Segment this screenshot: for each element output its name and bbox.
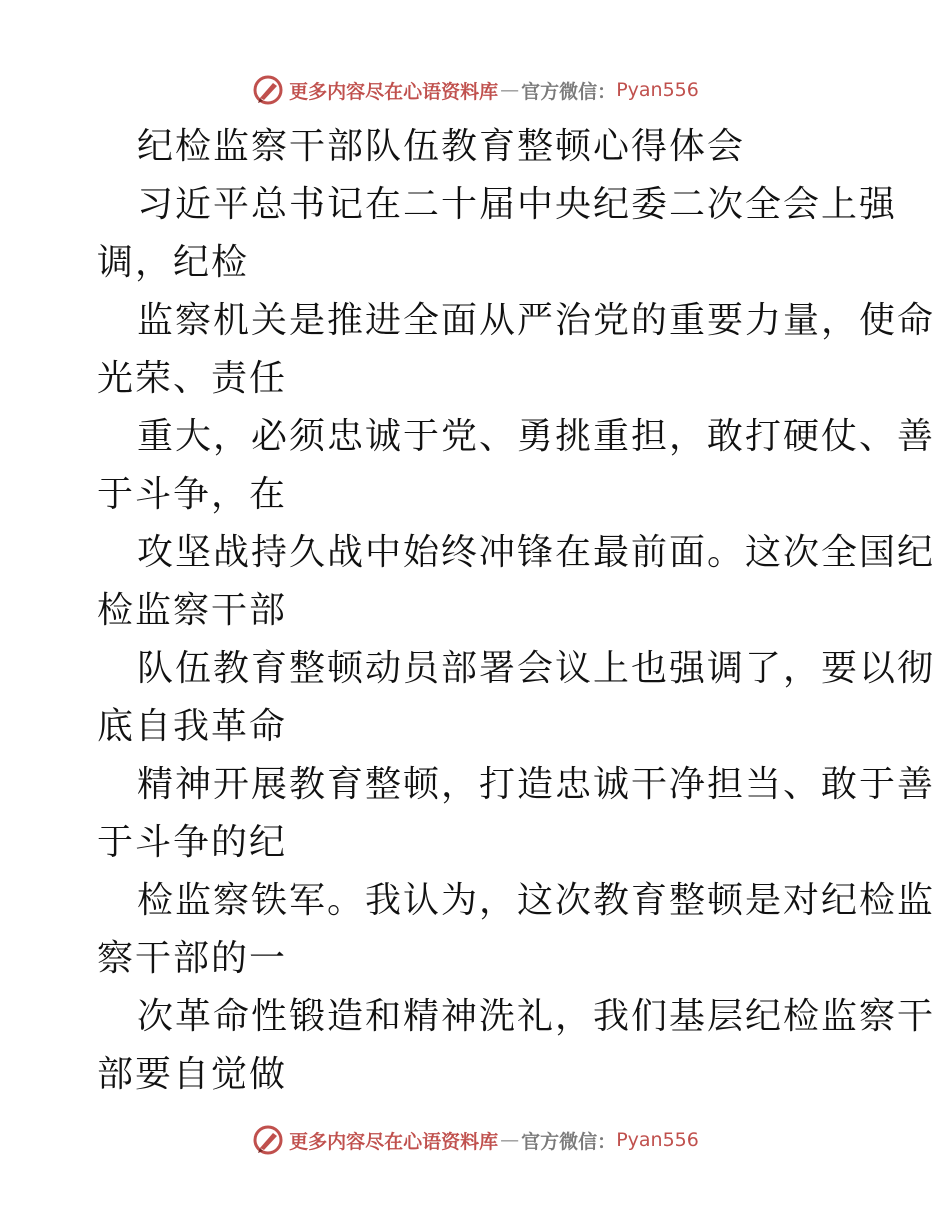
document-line: 精神开展教育整顿，打造忠诚干净担当、敢于善 <box>137 764 936 805</box>
document-line: 重大，必须忠诚于党、勇挑重担，敢打硬仗、善 <box>137 416 936 457</box>
document-line: 部要自觉做 <box>97 1054 288 1095</box>
watermark-wechat-id: Pyan556 <box>616 79 699 101</box>
watermark-wechat-id: Pyan556 <box>616 1129 699 1151</box>
document-line: 攻坚战持久战中始终冲锋在最前面。这次全国纪 <box>137 532 936 573</box>
document-line: 于斗争，在 <box>97 474 288 515</box>
document-line: 检监察干部 <box>97 590 288 631</box>
document-line: 纪检监察干部队伍教育整顿心得体会 <box>137 126 746 167</box>
document-line: 检监察铁军。我认为，这次教育整顿是对纪检监 <box>137 880 936 921</box>
document-line: 于斗争的纪 <box>97 822 288 863</box>
document-line: 次革命性锻造和精神洗礼，我们基层纪检监察干 <box>137 996 936 1037</box>
document-line: 察干部的一 <box>97 938 288 979</box>
watermark-text: 更多内容尽在心语资料库 <box>289 1130 499 1153</box>
document-body <box>97 118 936 1104</box>
document-line: 底自我革命 <box>97 706 288 747</box>
pen-logo-icon <box>251 73 285 107</box>
footer-watermark <box>0 1120 950 1160</box>
watermark-separator: — <box>500 79 520 101</box>
watermark-wechat-label: 官方微信： <box>521 80 617 103</box>
header-watermark <box>0 70 950 110</box>
document-line: 光荣、责任 <box>97 358 288 399</box>
watermark-wechat-label: 官方微信： <box>521 1130 617 1153</box>
document-line: 队伍教育整顿动员部署会议上也强调了，要以彻 <box>137 648 936 689</box>
document-line: 监察机关是推进全面从严治党的重要力量，使命 <box>137 300 936 341</box>
pen-logo-icon <box>251 1123 285 1157</box>
document-line: 习近平总书记在二十届中央纪委二次全会上强 <box>137 184 898 225</box>
watermark-separator: — <box>500 1129 520 1151</box>
document-line: 调，纪检 <box>97 242 250 283</box>
watermark-text: 更多内容尽在心语资料库 <box>289 80 499 103</box>
